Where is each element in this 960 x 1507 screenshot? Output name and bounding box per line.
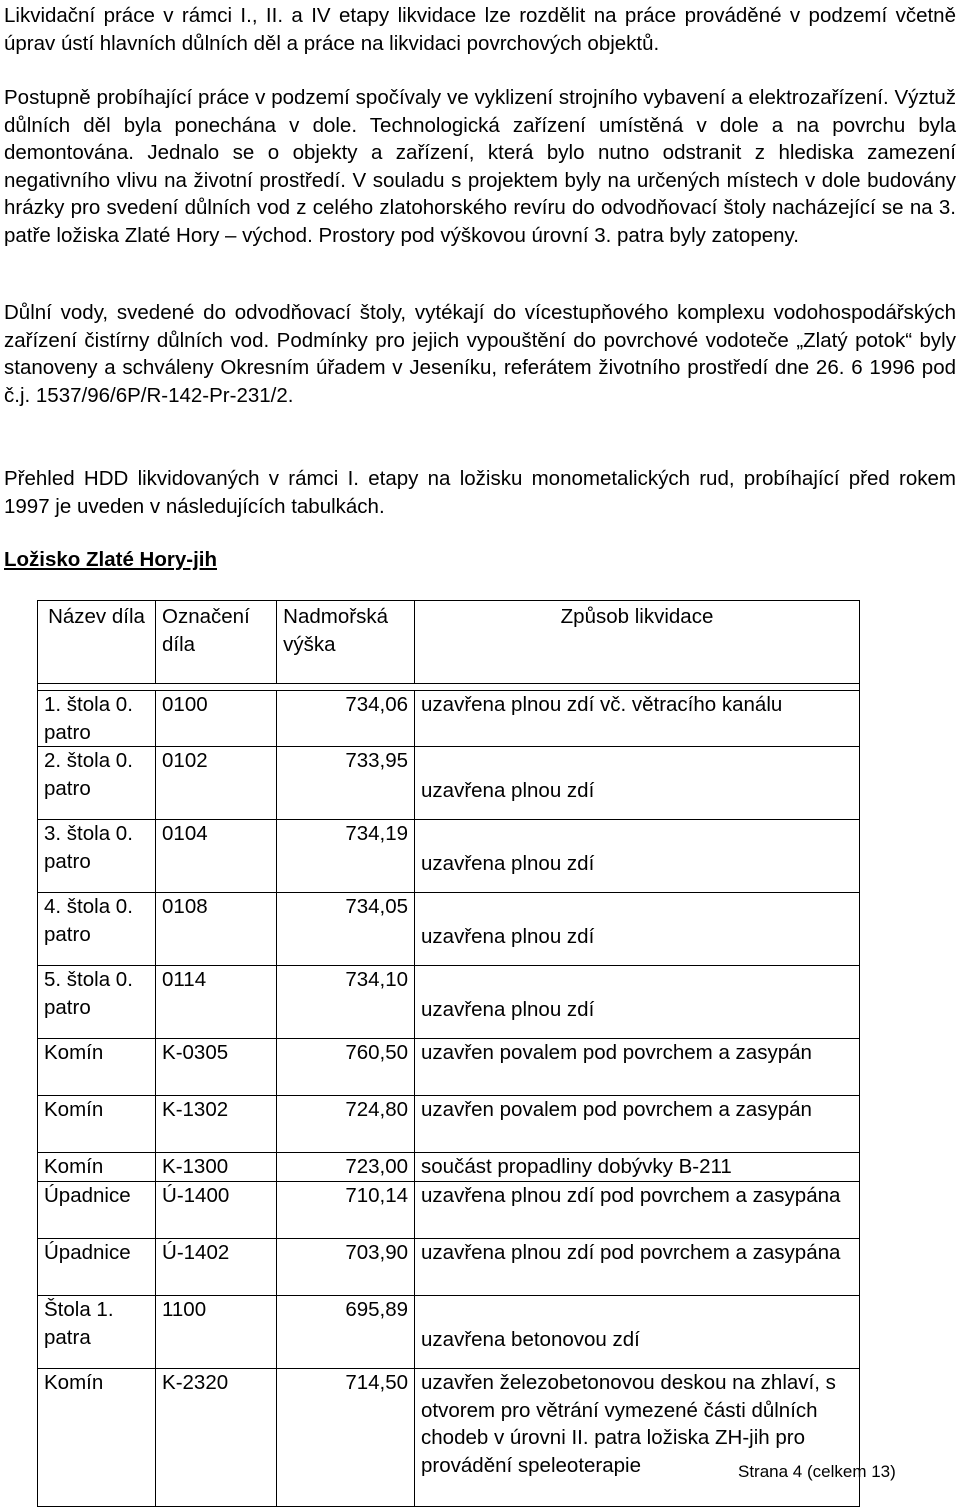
cell-name: Komín bbox=[38, 1153, 156, 1182]
header-method: Způsob likvidace bbox=[415, 601, 860, 684]
cell-altitude: 710,14 bbox=[277, 1182, 415, 1239]
cell-altitude: 703,90 bbox=[277, 1239, 415, 1296]
cell-method: uzavřen železobetonovou deskou na zhlaví, s otvorem pro větrání vymezené části důlních chodeb v úrovni II. patra ložiska ZH-jih pro provádění speleoterapie bbox=[415, 1369, 860, 1507]
cell-altitude: 734,05 bbox=[277, 893, 415, 966]
cell-method: uzavřena betonovou zdí bbox=[415, 1296, 860, 1369]
cell-method: uzavřen povalem pod povrchem a zasypán bbox=[415, 1039, 860, 1096]
cell-method: uzavřena plnou zdí bbox=[415, 747, 860, 820]
table-row bbox=[38, 820, 860, 893]
cell-code: K-0305 bbox=[156, 1039, 277, 1096]
cell-altitude: 733,95 bbox=[277, 747, 415, 820]
table-row bbox=[38, 1182, 860, 1239]
cell-method: uzavřena plnou zdí pod povrchem a zasypána bbox=[415, 1182, 860, 1239]
cell-code: 1100 bbox=[156, 1296, 277, 1369]
table-body bbox=[38, 684, 860, 1507]
cell-method: uzavřena plnou zdí pod povrchem a zasypána bbox=[415, 1239, 860, 1296]
cell-name: 3. štola 0. patro bbox=[38, 820, 156, 893]
paragraph-1: Likvidační práce v rámci I., II. a IV etapy likvidace lze rozdělit na práce prováděné v podzemí včetně úprav ústí hlavních důlních děl a práce na likvidaci povrchových objektů. bbox=[4, 4, 956, 55]
cell-name: Úpadnice bbox=[38, 1239, 156, 1296]
table-row bbox=[38, 1096, 860, 1153]
cell-altitude: 734,19 bbox=[277, 820, 415, 893]
cell-code: 0104 bbox=[156, 820, 277, 893]
header-code: Označení díla bbox=[156, 601, 277, 684]
cell-name: Komín bbox=[38, 1369, 156, 1507]
cell-code: 0102 bbox=[156, 747, 277, 820]
cell-code: Ú-1400 bbox=[156, 1182, 277, 1239]
cell-method: uzavřena plnou zdí bbox=[415, 966, 860, 1039]
page-footer: Strana 4 (celkem 13) bbox=[738, 1462, 896, 1481]
table-spacer bbox=[38, 684, 860, 691]
cell-code: Ú-1402 bbox=[156, 1239, 277, 1296]
table-row bbox=[38, 747, 860, 820]
cell-altitude: 734,06 bbox=[277, 691, 415, 747]
cell-method: uzavřena plnou zdí bbox=[415, 820, 860, 893]
table-row bbox=[38, 1296, 860, 1369]
cell-code: 0108 bbox=[156, 893, 277, 966]
cell-method: uzavřena plnou zdí bbox=[415, 893, 860, 966]
table-row bbox=[38, 966, 860, 1039]
works-table bbox=[37, 600, 860, 1507]
cell-method: uzavřena plnou zdí vč. větracího kanálu bbox=[415, 691, 860, 747]
table-row bbox=[38, 1239, 860, 1296]
cell-altitude: 714,50 bbox=[277, 1369, 415, 1507]
cell-code: K-2320 bbox=[156, 1369, 277, 1507]
cell-name: Komín bbox=[38, 1096, 156, 1153]
table-row bbox=[38, 1039, 860, 1096]
cell-altitude: 734,10 bbox=[277, 966, 415, 1039]
cell-altitude: 695,89 bbox=[277, 1296, 415, 1369]
cell-name: Úpadnice bbox=[38, 1182, 156, 1239]
cell-name: 2. štola 0. patro bbox=[38, 747, 156, 820]
table-row bbox=[38, 691, 860, 747]
cell-name: Štola 1. patra bbox=[38, 1296, 156, 1369]
cell-name: 1. štola 0. patro bbox=[38, 691, 156, 747]
cell-method: součást propadliny dobývky B-211 bbox=[415, 1153, 860, 1182]
cell-name: 5. štola 0. patro bbox=[38, 966, 156, 1039]
cell-method: uzavřen povalem pod povrchem a zasypán bbox=[415, 1096, 860, 1153]
cell-code: 0100 bbox=[156, 691, 277, 747]
cell-altitude: 723,00 bbox=[277, 1153, 415, 1182]
paragraph-4: Přehled HDD likvidovaných v rámci I. etapy na ložisku monometalických rud, probíhající před rokem 1997 je uveden v následujících tabulkách. bbox=[4, 467, 956, 518]
paragraph-2: Postupně probíhající práce v podzemí spočívaly ve vyklizení strojního vybavení a elektrozařízení. Výztuž důlních děl byla ponechána v dole. Technologická zařízení umístěná v dole a na povrchu byla demontována. Jednalo se o objekty a zařízení, která bylo nutno odstranit z hlediska zamezení negativního vlivu na životní prostředí. V souladu s projektem byly na určených místech v dole budovány hrázky pro svedení důlních vod z celého zlatohorského revíru do odvodňovací štoly nacházející se na 3. patře ložiska Zlaté Hory – východ. Prostory pod výškovou úrovní 3. patra byly zatopeny. bbox=[4, 86, 956, 247]
cell-name: Komín bbox=[38, 1039, 156, 1096]
cell-altitude: 760,50 bbox=[277, 1039, 415, 1096]
header-name: Název díla bbox=[38, 601, 156, 684]
cell-altitude: 724,80 bbox=[277, 1096, 415, 1153]
table-row bbox=[38, 893, 860, 966]
cell-code: K-1302 bbox=[156, 1096, 277, 1153]
section-heading: Ložisko Zlaté Hory-jih bbox=[4, 548, 217, 571]
table-row bbox=[38, 1153, 860, 1182]
table-header-row bbox=[38, 601, 860, 684]
cell-name: 4. štola 0. patro bbox=[38, 893, 156, 966]
paragraph-3: Důlní vody, svedené do odvodňovací štoly, vytékají do vícestupňového komplexu vodohospodářských zařízení čistírny důlních vod. Podmínky pro jejich vypouštění do povrchové vodoteče „Zlatý potok“ byly stanoveny a schváleny Okresním úřadem v Jeseníku, referátem životního prostředí dne 26. 6 1996 pod č.j. 1537/96/6P/R-142-Pr-231/2. bbox=[4, 301, 956, 407]
cell-code: 0114 bbox=[156, 966, 277, 1039]
header-altitude: Nadmořská výška bbox=[277, 601, 415, 684]
cell-code: K-1300 bbox=[156, 1153, 277, 1182]
